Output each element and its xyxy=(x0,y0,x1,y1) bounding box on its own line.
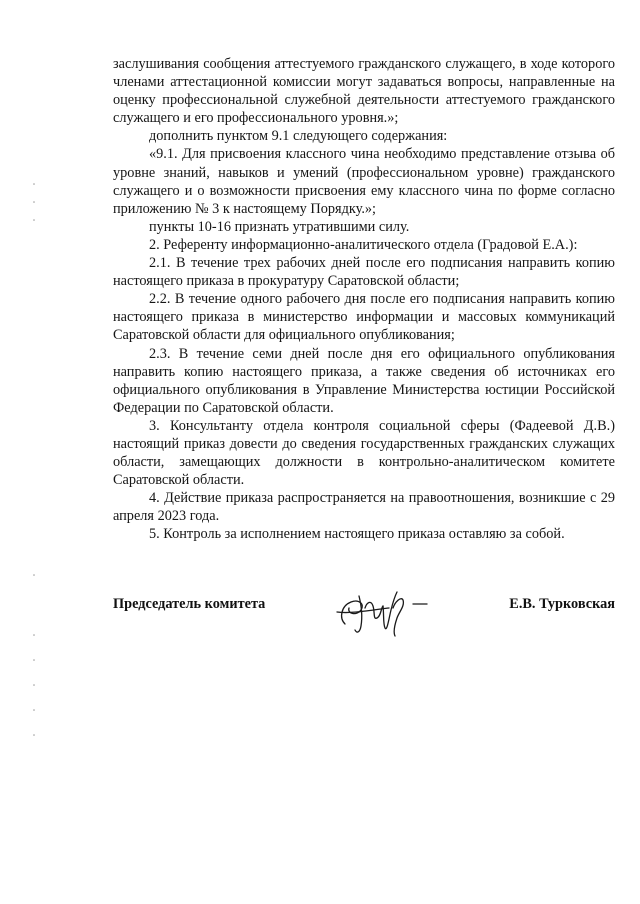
paragraph-add-point-9-1: дополнить пунктом 9.1 следующего содержания: xyxy=(149,128,448,145)
signature-block xyxy=(113,596,615,646)
paragraph-item-2: 2. Референту информационно-аналитического отдела (Градовой Е.А.): xyxy=(149,236,578,253)
paragraph-item-5: 5. Контроль за исполнением настоящего приказа оставляю за собой. xyxy=(149,526,565,543)
margin-scan-dots xyxy=(31,180,37,740)
paragraph-item-2-1: 2.1. В течение трех рабочих дней после его подписания направить копию настоящего приказа в прокуратуру Саратовской области; xyxy=(113,255,615,290)
handwritten-signature-icon xyxy=(331,578,441,638)
paragraph-item-3: 3. Консультанту отдела контроля социальной сферы (Фадеевой Д.В.) настоящий приказ довести до сведения государственных гражданских служащих области, замещающих должности в контрольно-аналитическом комитете Саратовской области. xyxy=(113,417,615,489)
paragraph-item-4: 4. Действие приказа распространяется на правоотношения, возникшие с 29 апреля 2023 года. xyxy=(113,490,615,525)
paragraph-attestation-end: заслушивания сообщения аттестуемого гражданского служащего, в ходе которого членами аттестационной комиссии могут задаваться вопросы, направленные на оценку профессиональной служебной деятельности аттестуемого гражданского служащего и его профессионального уровня.»; xyxy=(113,56,615,127)
paragraph-point-9-1: «9.1. Для присвоения классного чина необходимо представление отзыва об уровне знаний, навыков и умений (профессиональном уровне) гражданского служащего и о возможности присвоения ему классного чина по форме согласно приложению № 3 к настоящему Порядку.»; xyxy=(113,146,615,217)
paragraph-item-2-3: 2.3. В течение семи дней после дня его официального опубликования направить копию настоящего приказа, а также сведения об источниках его официального опубликования в Управление Министерства юстиции Российской Федерации по Саратовской области. xyxy=(113,345,615,416)
signatory-title: Председатель комитета xyxy=(113,596,266,612)
paragraph-points-10-16: пункты 10-16 признать утратившими силу. xyxy=(149,218,410,235)
document-body xyxy=(113,55,615,544)
signatory-name: Е.В. Турковская xyxy=(509,596,615,612)
paragraph-item-2-2: 2.2. В течение одного рабочего дня после его подписания направить копию настоящего приказа в министерство информации и массовых коммуникаций Саратовской области для официального опубликования; xyxy=(113,291,615,344)
